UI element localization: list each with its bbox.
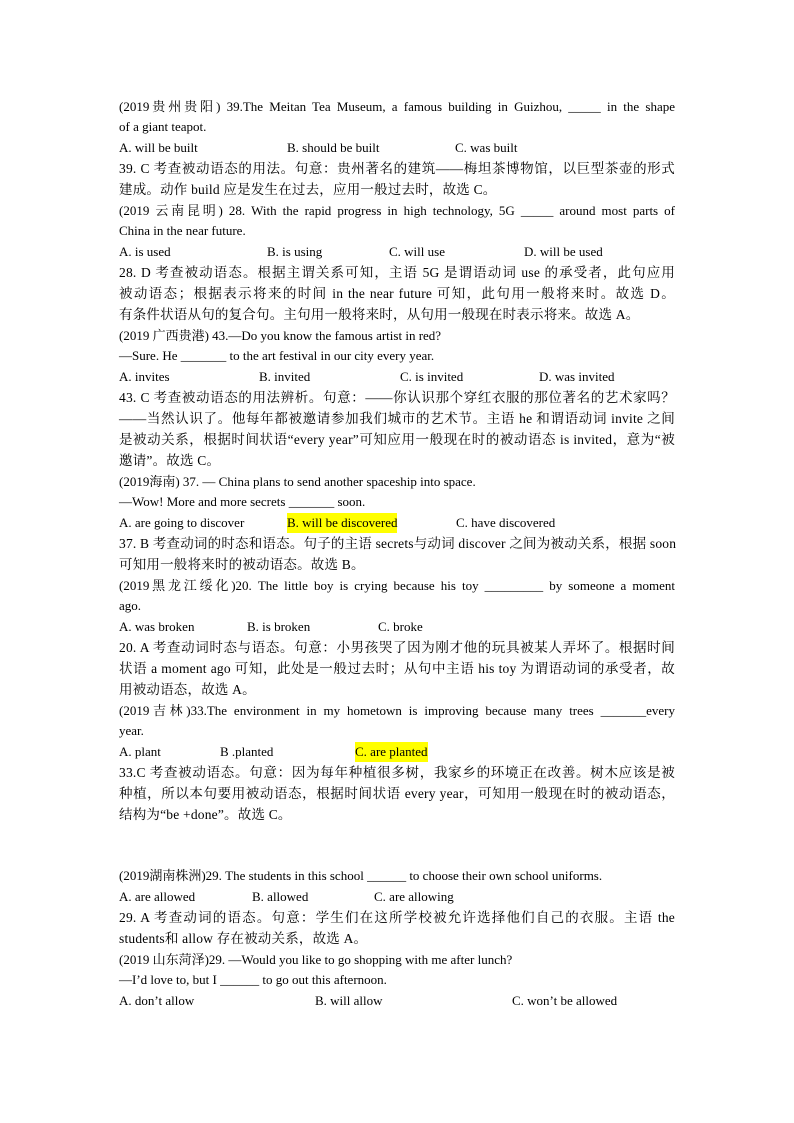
question-text: (2019海南) 37. — China plans to send another spaceship into space.: [119, 474, 476, 489]
question-text: (2019 广西贵港) 43.—Do you know the famous artist in red?: [119, 328, 442, 343]
question-text: (2019吉林)33.The environment in my hometown is improving because many trees _______every: [119, 703, 675, 718]
question-text: (2019湖南株洲)29. The students in this school ______ to choose their own school uniforms.: [119, 868, 603, 883]
answer-explanation: 邀请”。故选 C。: [119, 453, 221, 468]
answer-explanation: 被动语态；根据表示将来的时间 in the near future 可知，此句用一般将来时。故选 D。: [119, 286, 675, 301]
option-b: B .planted: [220, 744, 274, 759]
answer-explanation: 种植，所以本句要用被动语态，根据时间状语 every year，可知用一般现在时的被动语态，: [119, 786, 675, 801]
answer-explanation: students和 allow 存在被动关系，故选 A。: [119, 931, 368, 946]
answer-explanation: 39. C 考查被动语态的用法。句意：贵州著名的建筑——梅坦茶博物馆，以巨型茶壶的形式: [119, 161, 675, 176]
option-a: A. will be built: [119, 140, 198, 155]
option-b: B. invited: [259, 369, 311, 384]
option-d: D. will be used: [524, 244, 603, 259]
options-row: [119, 887, 675, 907]
option-a: A. is used: [119, 244, 171, 259]
options-row: [119, 991, 675, 1011]
option-b: B. will allow: [315, 993, 383, 1008]
answer-explanation: ——当然认识了。他每年都被邀请参加我们城市的艺术节。主语 he 和谓语动词 invite 之间: [119, 411, 675, 426]
option-a: A. are going to discover: [119, 515, 245, 530]
answer-explanation: 37. B 考查动词的时态和语态。句子的主语 secrets与动词 discover 之间为被动关系，根据 soon: [119, 536, 677, 551]
question-text: China in the near future.: [119, 223, 246, 238]
answer-explanation: 28. D 考查被动语态。根据主谓关系可知，主语 5G 是谓语动词 use 的承受者，此句应用: [119, 265, 675, 280]
option-c: C. was built: [455, 140, 518, 155]
options-row: [119, 367, 675, 387]
question-text: (2019 山东菏泽)29. —Would you like to go shopping with me after lunch?: [119, 952, 513, 967]
answer-explanation: 29. A 考查动词的语态。句意：学生们在这所学校被允许选择他们自己的衣服。主语 the: [119, 910, 675, 925]
question-text: (2019黑龙江绥化)20. The little boy is crying because his toy _________ by someone a moment: [119, 578, 675, 593]
options-row: [119, 513, 675, 533]
option-a: A. plant: [119, 744, 161, 759]
answer-explanation: 可知用一般将来时的被动语态。故选 B。: [119, 557, 365, 572]
option-b: B. should be built: [287, 140, 380, 155]
option-c: C. is invited: [400, 369, 464, 384]
question-text: ago.: [119, 598, 142, 613]
option-b: B. allowed: [252, 889, 309, 904]
question-text: (2019贵州贵阳) 39.The Meitan Tea Museum, a famous building in Guizhou, _____ in the shape: [119, 99, 675, 114]
answer-explanation: 有条件状语从句的复合句。主句用一般将来时，从句用一般现在时表示将来。故选 A。: [119, 307, 640, 322]
question-text: —Sure. He _______ to the art festival in our city every year.: [119, 348, 435, 363]
option-b: B. is using: [267, 244, 323, 259]
option-c: C. won’t be allowed: [512, 993, 618, 1008]
answer-explanation: 43. C 考查被动语态的用法辨析。句意：——你认识那个穿红衣服的那位著名的艺术家吗？: [119, 390, 675, 405]
answer-explanation: 20. A 考查动词时态与语态。句意：小男孩哭了因为刚才他的玩具被某人弄坏了。根据时间: [119, 640, 675, 655]
answer-explanation: 结构为“be +done”。故选 C。: [119, 807, 292, 822]
question-text: —Wow! More and more secrets _______ soon.: [119, 494, 366, 509]
answer-explanation: 是被动关系，根据时间状语“every year”可知应用一般现在时的被动语态 is invited，意为“被: [119, 432, 675, 447]
question-text: of a giant teapot.: [119, 119, 207, 134]
options-row: [119, 138, 675, 158]
option-a: A. was broken: [119, 619, 195, 634]
option-d: D. was invited: [539, 369, 615, 384]
options-row: [119, 742, 675, 762]
question-text: (2019 云南昆明) 28. With the rapid progress in high technology, 5G _____ around most parts of: [119, 203, 675, 218]
answer-explanation: 建成。动作 build 应是发生在过去，应用一般过去时，故选 C。: [119, 182, 497, 197]
question-text: year.: [119, 723, 144, 738]
question-text: —I’d love to, but I ______ to go out this afternoon.: [119, 972, 387, 987]
option-c: C. have discovered: [456, 515, 556, 530]
option-b: B. is broken: [247, 619, 311, 634]
answer-explanation: 状语 a moment ago 可知，此处是一般过去时；从句中主语 his toy 为谓语动词的承受者，故: [119, 661, 675, 676]
option-a: A. are allowed: [119, 889, 196, 904]
options-row: [119, 242, 675, 262]
options-row: [119, 617, 675, 637]
option-c: C. will use: [389, 244, 445, 259]
answer-explanation: 33.C 考查被动语态。句意：因为每年种植很多树，我家乡的环境正在改善。树木应该是被: [119, 765, 675, 780]
option-b-highlighted: B. will be discovered: [287, 513, 397, 533]
option-c: C. are allowing: [374, 889, 454, 904]
option-c-highlighted: C. are planted: [355, 742, 428, 762]
option-a: A. invites: [119, 369, 170, 384]
answer-explanation: 用被动语态，故选 A。: [119, 682, 256, 697]
option-a: A. don’t allow: [119, 993, 195, 1008]
option-c: C. broke: [378, 619, 423, 634]
